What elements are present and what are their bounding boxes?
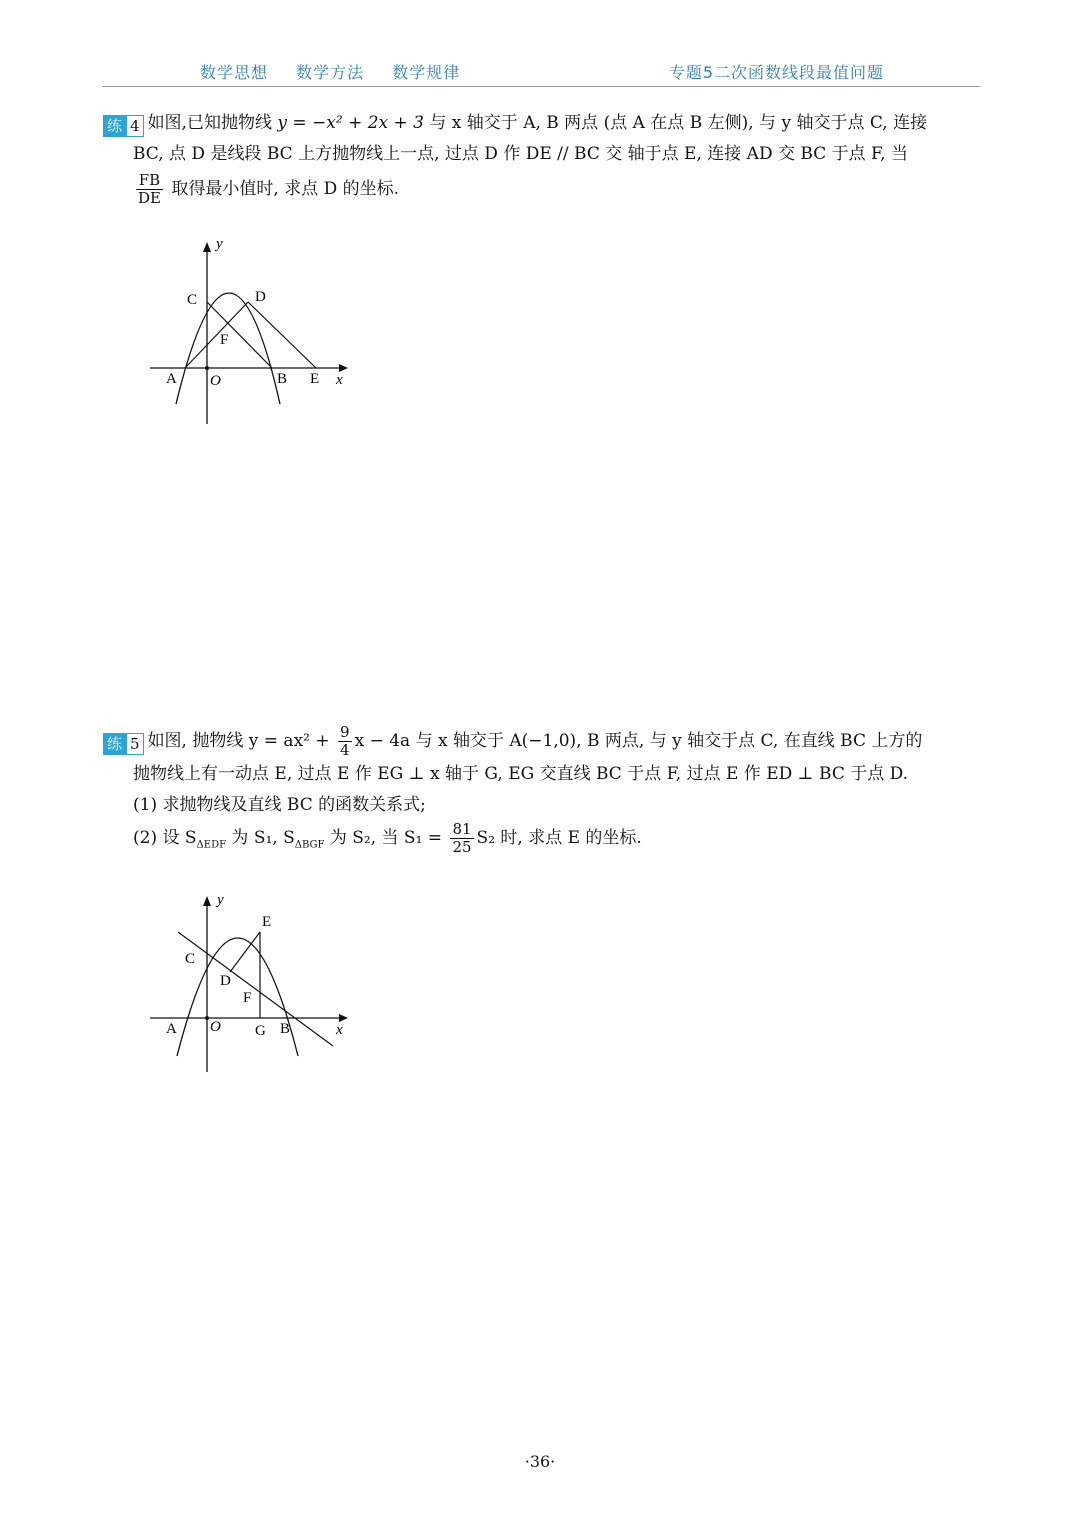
page-header: [102, 56, 980, 87]
problem-5-diagram: [150, 890, 360, 1080]
label-y: y: [216, 236, 223, 252]
segment-de: [248, 302, 316, 368]
label-f: F: [243, 990, 252, 1006]
header-left: [200, 60, 482, 83]
label-b: B: [280, 1021, 291, 1037]
label-f: F: [220, 332, 229, 348]
problem-4-equation: y = −x² + 2x + 3: [277, 113, 424, 133]
header-item-1: 数学思想: [200, 63, 269, 82]
header-item-3: 数学规律: [392, 63, 461, 82]
label-c: C: [187, 292, 198, 308]
problem-4-fraction: $\frac{FB}{DE}$: [138, 171, 161, 207]
label-a: A: [166, 1021, 177, 1037]
label-x: x: [336, 1022, 343, 1038]
label-d: D: [220, 973, 231, 989]
label-c: C: [185, 951, 196, 967]
problem-4-badge: 练 4: [103, 115, 144, 137]
label-e: E: [310, 371, 320, 387]
problem-5-figure: [150, 890, 360, 1084]
parabola: [177, 938, 298, 1056]
problem-4-line-3: $\frac{FB}{DE}$ 取得最小值时, 求点 D 的坐标.: [138, 171, 400, 207]
label-a: A: [166, 371, 177, 387]
label-o: O: [210, 1019, 221, 1035]
header-item-2: 数学方法: [296, 63, 365, 82]
problem-5: [103, 724, 983, 860]
label-y: y: [217, 892, 224, 908]
problem-5-part-1: (1) 求抛物线及直线 BC 的函数关系式;: [133, 795, 426, 815]
problem-4-line-1: 练 4 如图,已知抛物线 y = −x² + 2x + 3 与 x 轴交于 A, B 两点 (点 A 在点 B 左侧), 与 y 轴交于点 C, 连接: [103, 108, 983, 139]
origin-point: [205, 366, 209, 370]
problem-5-badge: 练 5: [103, 733, 144, 755]
problem-4-line-2: BC, 点 D 是线段 BC 上方抛物线上一点, 过点 D 作 DE // BC 交 轴于点 E, 连接 AD 交 BC 于点 F, 当: [133, 144, 908, 164]
problem-5-line-2: 抛物线上有一动点 E, 过点 E 作 EG ⊥ x 轴于 G, EG 交直线 BC 于点 F, 过点 E 作 ED ⊥ BC 于点 D.: [133, 764, 909, 784]
y-axis-arrow: [203, 242, 211, 252]
label-b: B: [277, 371, 288, 387]
parabola: [176, 293, 280, 404]
label-x: x: [336, 372, 343, 388]
label-o: O: [210, 373, 221, 389]
problem-5-fraction-1: $\frac{9}{4}$: [340, 723, 350, 759]
problem-5-fraction-2: $\frac{81}{25}$: [452, 820, 472, 856]
label-e: E: [262, 914, 272, 930]
x-axis-arrow: [339, 1014, 348, 1022]
problem-5-part-2: (2) 设 $S_{\Delta EDF}$ 为 S₁, $S_{\Delta BGF}$ 为 S₂, 当 S₁ = $\frac{81}{25}$ S₂ 时, 求点 E 的坐标.: [133, 820, 642, 856]
problem-4-figure: [150, 232, 360, 436]
x-axis-arrow: [339, 364, 348, 372]
problem-5-line-1: 练 5 如图, 抛物线 y = ax² + $\frac{9}{4}$ x − 4a 与 x 轴交于 A(−1,0), B 两点, 与 y 轴交于点 C, 在直线 BC 上方的: [103, 724, 983, 759]
problem-4-diagram: [150, 232, 360, 432]
origin-point: [205, 1016, 209, 1020]
page-number: ·36·: [524, 1452, 556, 1471]
header-title: 专题5二次函数线段最值问题: [668, 63, 884, 82]
y-axis-arrow: [203, 896, 211, 906]
problem-4: [103, 108, 983, 207]
label-d: D: [255, 289, 266, 305]
label-g: G: [255, 1023, 266, 1039]
